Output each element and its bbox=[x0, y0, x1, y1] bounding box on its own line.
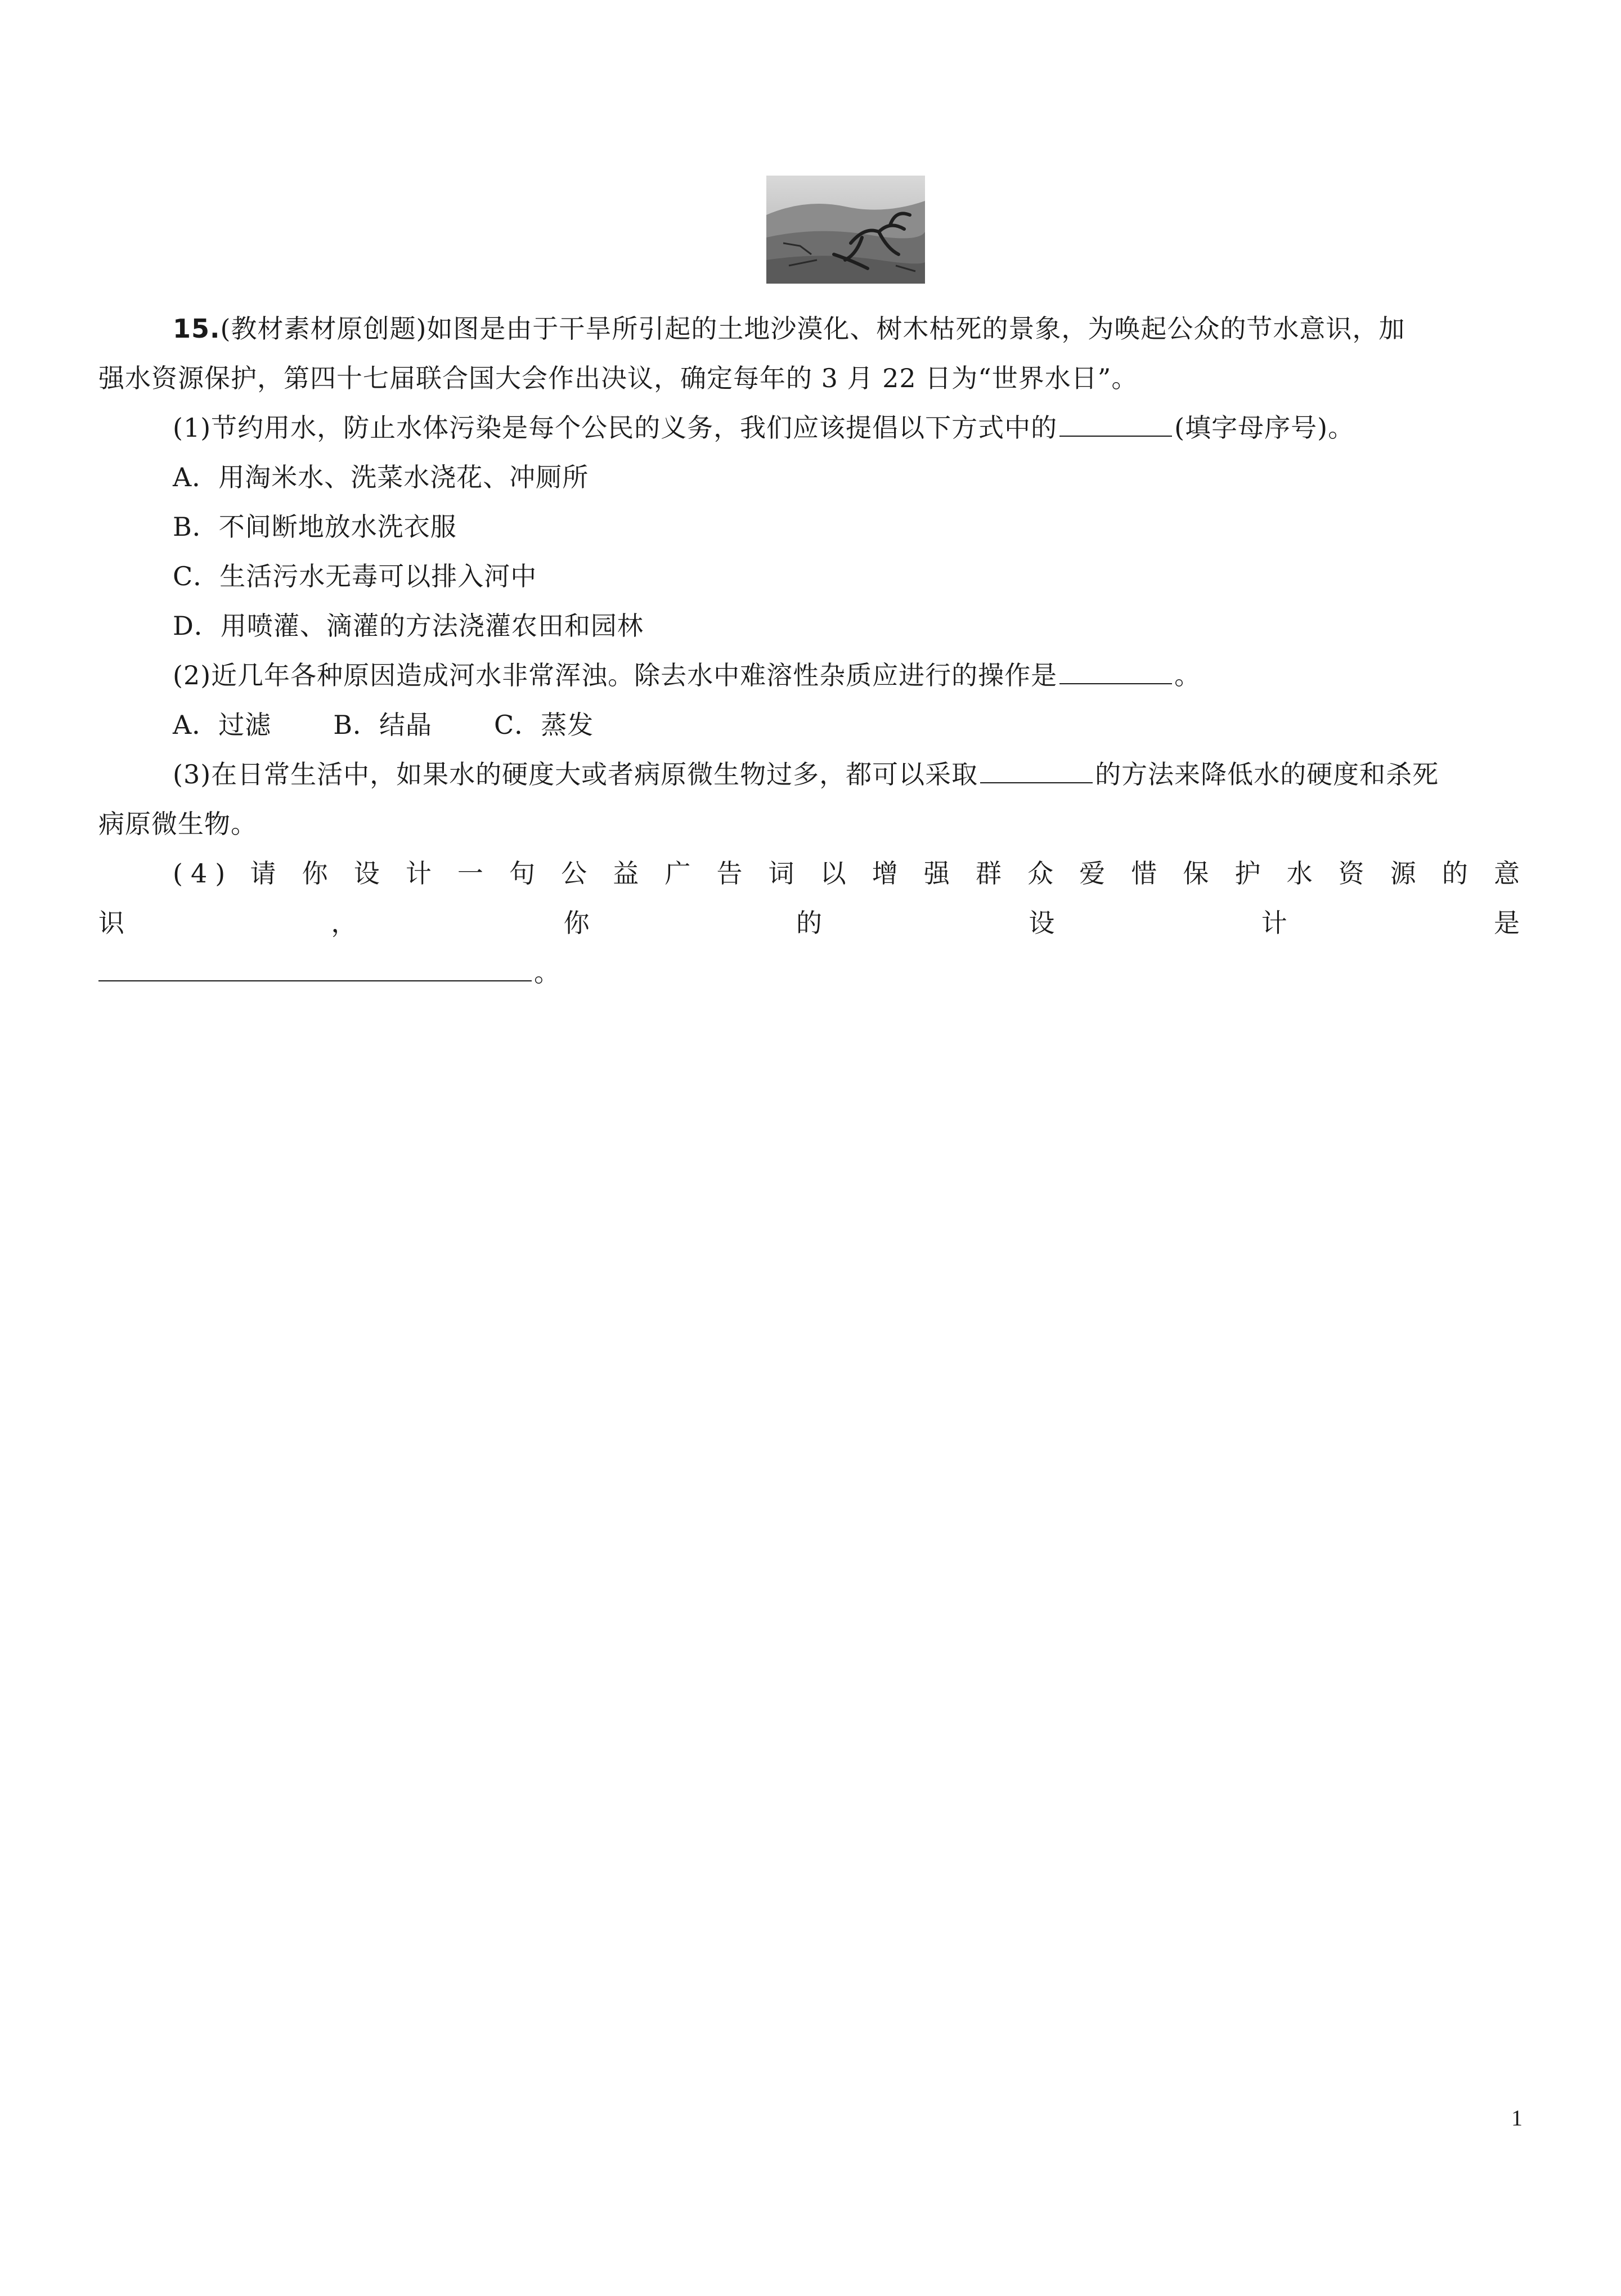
answer-blank-4[interactable] bbox=[98, 958, 532, 981]
answer-blank-1[interactable] bbox=[1059, 413, 1172, 437]
sub1-suffix: (填字母序号)。 bbox=[1174, 412, 1355, 443]
question-intro-line2: 强水资源保护，第四十七届联合国大会作出决议，确定每年的 3 月 22 日为“世界水日”。 bbox=[98, 363, 1138, 393]
sub2-option-c: C．蒸发 bbox=[494, 710, 594, 740]
sub-question-2 bbox=[98, 651, 1528, 700]
sub-question-1 bbox=[98, 403, 1528, 452]
question-number: 15. bbox=[173, 313, 221, 344]
sub-question-3 bbox=[98, 750, 1528, 799]
sub4-line2 bbox=[98, 948, 1528, 997]
page-number: 1 bbox=[1511, 2105, 1523, 2131]
answer-blank-3[interactable] bbox=[980, 760, 1093, 783]
sub2-options bbox=[98, 700, 1528, 750]
sub1-option-a: A．用淘米水、洗菜水浇花、冲厕所 bbox=[173, 462, 589, 492]
sub3-line2: 病原微生物。 bbox=[98, 809, 257, 839]
sub2-prefix: (2)近几年各种原因造成河水非常浑浊。除去水中难溶性杂质应进行的操作是 bbox=[173, 660, 1058, 690]
sub1-option-d: D．用喷灌、滴灌的方法浇灌农田和园林 bbox=[173, 611, 644, 641]
sub3-suffix: 的方法来降低水的硬度和杀死 bbox=[1095, 759, 1439, 790]
drought-photo bbox=[766, 176, 925, 284]
sub1-option-b: B．不间断地放水洗衣服 bbox=[173, 512, 457, 542]
sub3-prefix: (3)在日常生活中，如果水的硬度大或者病原微生物过多，都可以采取 bbox=[173, 759, 978, 790]
sub2-option-a: A．过滤 bbox=[173, 710, 272, 740]
sub2-suffix: 。 bbox=[1174, 660, 1201, 690]
sub1-option-c: C．生活污水无毒可以排入河中 bbox=[173, 561, 537, 591]
sub2-option-b: B．结晶 bbox=[333, 710, 433, 740]
sub-question-4: (4) 请 你 设 计 一 句 公 益 广 告 词 以 增 强 群 众 爱 惜 保 护 水 资 源 的 意 识 ， 你 的 设 计 是 bbox=[98, 858, 1528, 938]
sub1-prefix: (1)节约用水，防止水体污染是每个公民的义务，我们应该提倡以下方式中的 bbox=[173, 412, 1058, 443]
question-intro-line1 bbox=[98, 304, 1528, 353]
question-intro-text1: (教材素材原创题)如图是由于干旱所引起的土地沙漠化、树木枯死的景象，为唤起公众的节水意识，加 bbox=[220, 313, 1406, 344]
answer-blank-2[interactable] bbox=[1059, 661, 1172, 684]
question-15 bbox=[98, 304, 1528, 997]
sub4-suffix: 。 bbox=[534, 957, 560, 988]
